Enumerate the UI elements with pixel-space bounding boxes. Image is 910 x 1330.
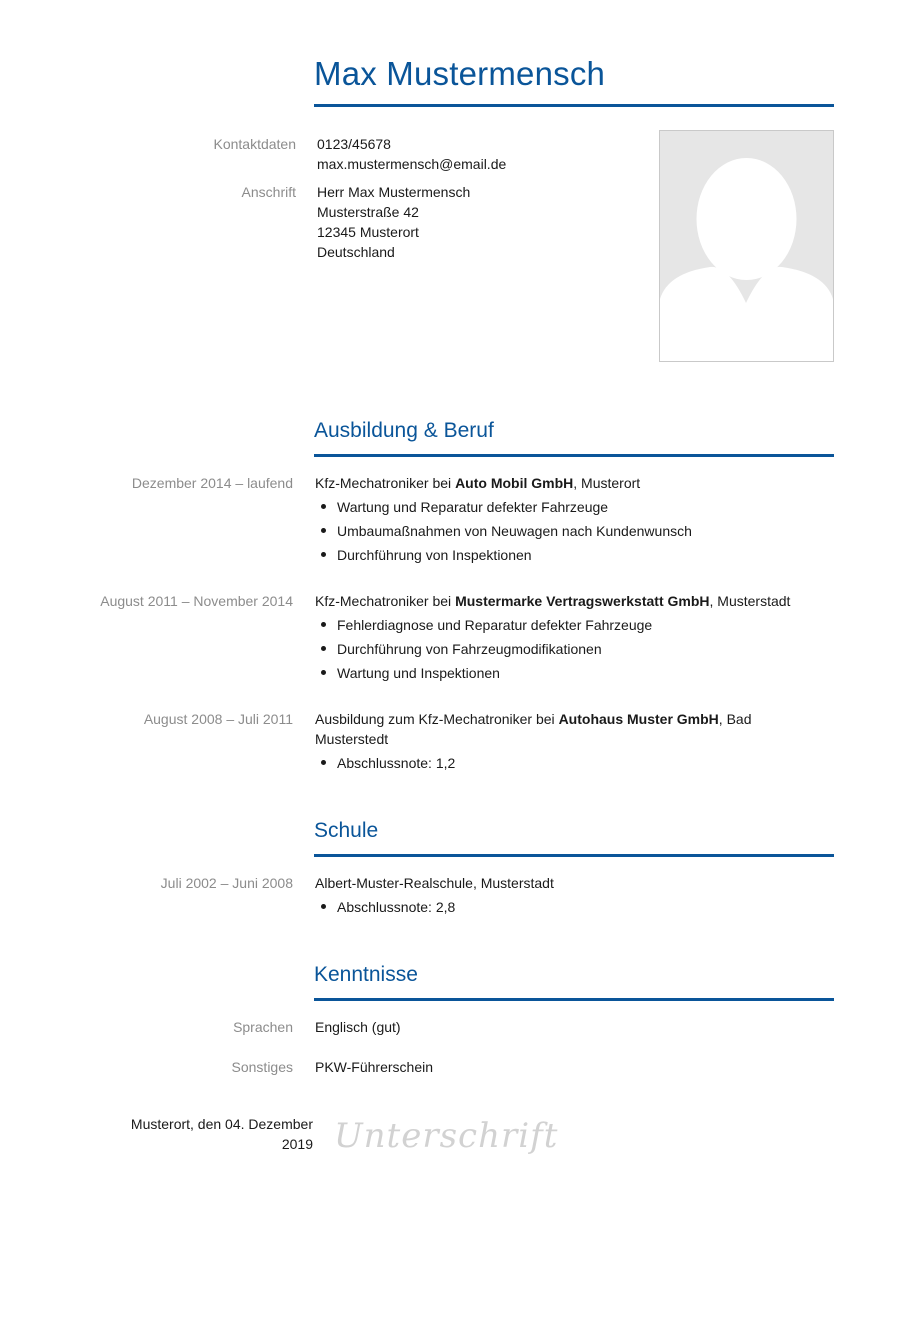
career-entry bbox=[315, 473, 692, 569]
section-heading-skills: Kenntnisse bbox=[314, 963, 418, 986]
list-item: Durchführung von Inspektionen bbox=[315, 545, 692, 565]
place-and-date: Musterort, den 04. Dezember 2019 bbox=[130, 1116, 313, 1152]
career-duties-list bbox=[315, 615, 790, 683]
other-skills-label: Sonstiges bbox=[231, 1059, 293, 1075]
address-label: Anschrift bbox=[241, 184, 296, 200]
list-item: Abschlussnote: 2,8 bbox=[315, 897, 554, 917]
profile-photo-placeholder bbox=[659, 130, 834, 362]
address-line: Herr Max Mustermensch bbox=[317, 184, 471, 200]
career-location: Musterstedt bbox=[315, 731, 389, 747]
list-item: Wartung und Reparatur defekter Fahrzeuge bbox=[315, 497, 692, 517]
list-item: Umbaumaßnahmen von Neuwagen nach Kundenwunsch bbox=[315, 521, 692, 541]
contact-details bbox=[317, 134, 506, 174]
section-heading-school: Schule bbox=[314, 819, 379, 842]
section-divider bbox=[314, 998, 834, 1001]
section-divider bbox=[314, 854, 834, 857]
contact-label: Kontaktdaten bbox=[213, 136, 296, 152]
career-duties-list bbox=[315, 497, 692, 565]
career-period: August 2008 – Juli 2011 bbox=[143, 711, 293, 727]
address-line: Musterstraße 42 bbox=[317, 204, 419, 220]
person-silhouette-icon bbox=[660, 131, 833, 361]
list-item: Fehlerdiagnose und Reparatur defekter Fahrzeuge bbox=[315, 615, 790, 635]
list-item: Abschlussnote: 1,2 bbox=[315, 753, 752, 773]
signature: Unterschrift bbox=[334, 1116, 559, 1156]
school-entry bbox=[315, 873, 554, 921]
employer-name: Mustermarke Vertragswerkstatt GmbH bbox=[455, 593, 710, 609]
school-name: Albert-Muster-Realschule, Musterstadt bbox=[315, 875, 554, 891]
address-line: Deutschland bbox=[317, 244, 395, 260]
page-title: Max Mustermensch bbox=[314, 55, 606, 92]
career-period: Dezember 2014 – laufend bbox=[131, 475, 293, 491]
employer-name: Auto Mobil GmbH bbox=[455, 475, 574, 491]
languages-value: Englisch (gut) bbox=[315, 1019, 401, 1035]
career-title: Kfz-Mechatroniker bei Mustermarke Vertragswerkstatt GmbH, Musterstadt bbox=[315, 593, 791, 609]
address-line: 12345 Musterort bbox=[317, 224, 419, 240]
title-divider bbox=[314, 104, 834, 107]
other-skills-value: PKW-Führerschein bbox=[315, 1059, 434, 1075]
school-period: Juli 2002 – Juni 2008 bbox=[160, 875, 293, 891]
career-period: August 2011 – November 2014 bbox=[100, 593, 293, 609]
languages-label: Sprachen bbox=[233, 1019, 293, 1035]
section-heading-career: Ausbildung & Beruf bbox=[314, 419, 494, 442]
career-entry bbox=[315, 709, 752, 777]
phone-number: 0123/45678 bbox=[317, 136, 391, 152]
career-entry bbox=[315, 591, 790, 687]
list-item: Wartung und Inspektionen bbox=[315, 663, 790, 683]
school-details-list bbox=[315, 897, 554, 917]
career-duties-list bbox=[315, 753, 752, 773]
email-address: max.mustermensch@email.de bbox=[317, 156, 507, 172]
address-block bbox=[317, 182, 470, 262]
career-title: Ausbildung zum Kfz-Mechatroniker bei Autohaus Muster GmbH, Bad bbox=[315, 711, 752, 727]
section-divider bbox=[314, 454, 834, 457]
employer-name: Autohaus Muster GmbH bbox=[558, 711, 719, 727]
career-title: Kfz-Mechatroniker bei Auto Mobil GmbH, Musterort bbox=[315, 475, 641, 491]
list-item: Durchführung von Fahrzeugmodifikationen bbox=[315, 639, 790, 659]
